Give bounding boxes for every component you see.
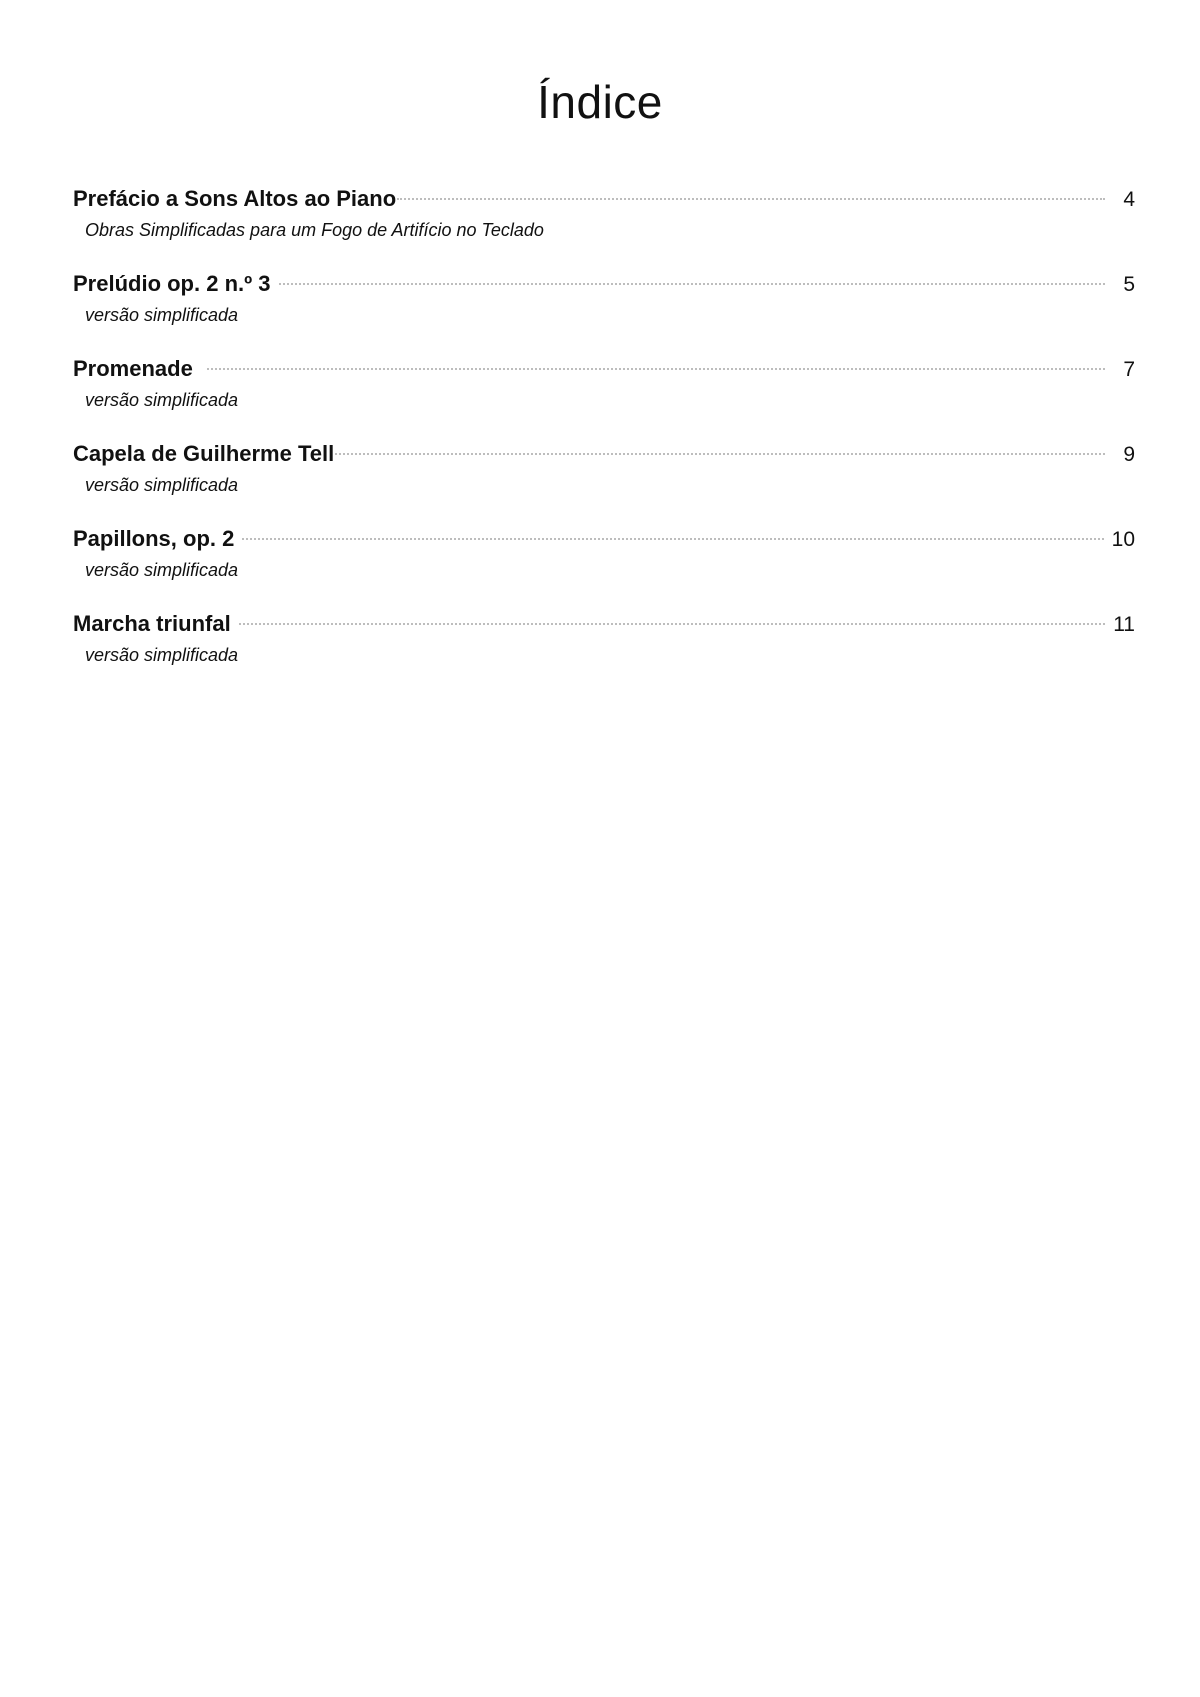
toc-entry-page-number[interactable]: 9 — [1123, 443, 1135, 466]
toc-entry[interactable] — [73, 350, 1135, 435]
toc-entry-page-number[interactable]: 7 — [1123, 358, 1135, 381]
dot-leader — [207, 368, 1105, 370]
toc-entry-page-number[interactable]: 5 — [1123, 273, 1135, 296]
toc-entry-line — [73, 350, 1135, 388]
toc-entry-line — [73, 265, 1135, 303]
toc-entry-heading[interactable]: Capela de Guilherme Tell — [73, 441, 335, 466]
toc-entry-subtitle: versão simplificada — [85, 645, 239, 665]
toc-entry-subtitle: versão simplificada — [85, 390, 239, 410]
toc-entry-heading[interactable]: Prefácio a Sons Altos ao Piano — [73, 186, 397, 211]
dot-leader — [279, 283, 1105, 285]
toc-entry-line — [73, 520, 1135, 558]
toc-entry[interactable] — [73, 605, 1135, 690]
toc-entry-page-number[interactable]: 10 — [1111, 528, 1135, 551]
dot-leader — [242, 538, 1103, 540]
toc-entry[interactable] — [73, 180, 1135, 265]
toc-entry-subtitle: versão simplificada — [85, 560, 239, 580]
toc-entry-heading[interactable]: Marcha triunfal — [73, 611, 231, 636]
toc-entry-subtitle: versão simplificada — [85, 475, 239, 495]
toc-entry-line — [73, 180, 1135, 218]
toc-entry[interactable] — [73, 435, 1135, 520]
toc-entry-subtitle: versão simplificada — [85, 305, 239, 325]
toc-entry-heading[interactable]: Papillons, op. 2 — [73, 526, 235, 551]
toc-entry[interactable] — [73, 520, 1135, 605]
dot-leader — [397, 198, 1105, 200]
toc-entry-heading[interactable]: Promenade — [73, 356, 193, 381]
dot-leader — [335, 453, 1105, 455]
toc-entry[interactable] — [73, 265, 1135, 350]
toc-entry-subtitle: Obras Simplificadas para um Fogo de Artifício no Teclado — [85, 220, 544, 240]
dot-leader — [239, 623, 1105, 625]
toc-entry-page-number[interactable]: 11 — [1113, 613, 1135, 636]
page-title: Índice — [537, 76, 663, 128]
toc-entry-line — [73, 435, 1135, 473]
toc-entry-page-number[interactable]: 4 — [1123, 188, 1135, 211]
toc-entry-heading[interactable]: Prelúdio op. 2 n.º 3 — [73, 271, 271, 296]
toc-entry-line — [73, 605, 1135, 643]
table-of-contents — [73, 180, 1135, 690]
